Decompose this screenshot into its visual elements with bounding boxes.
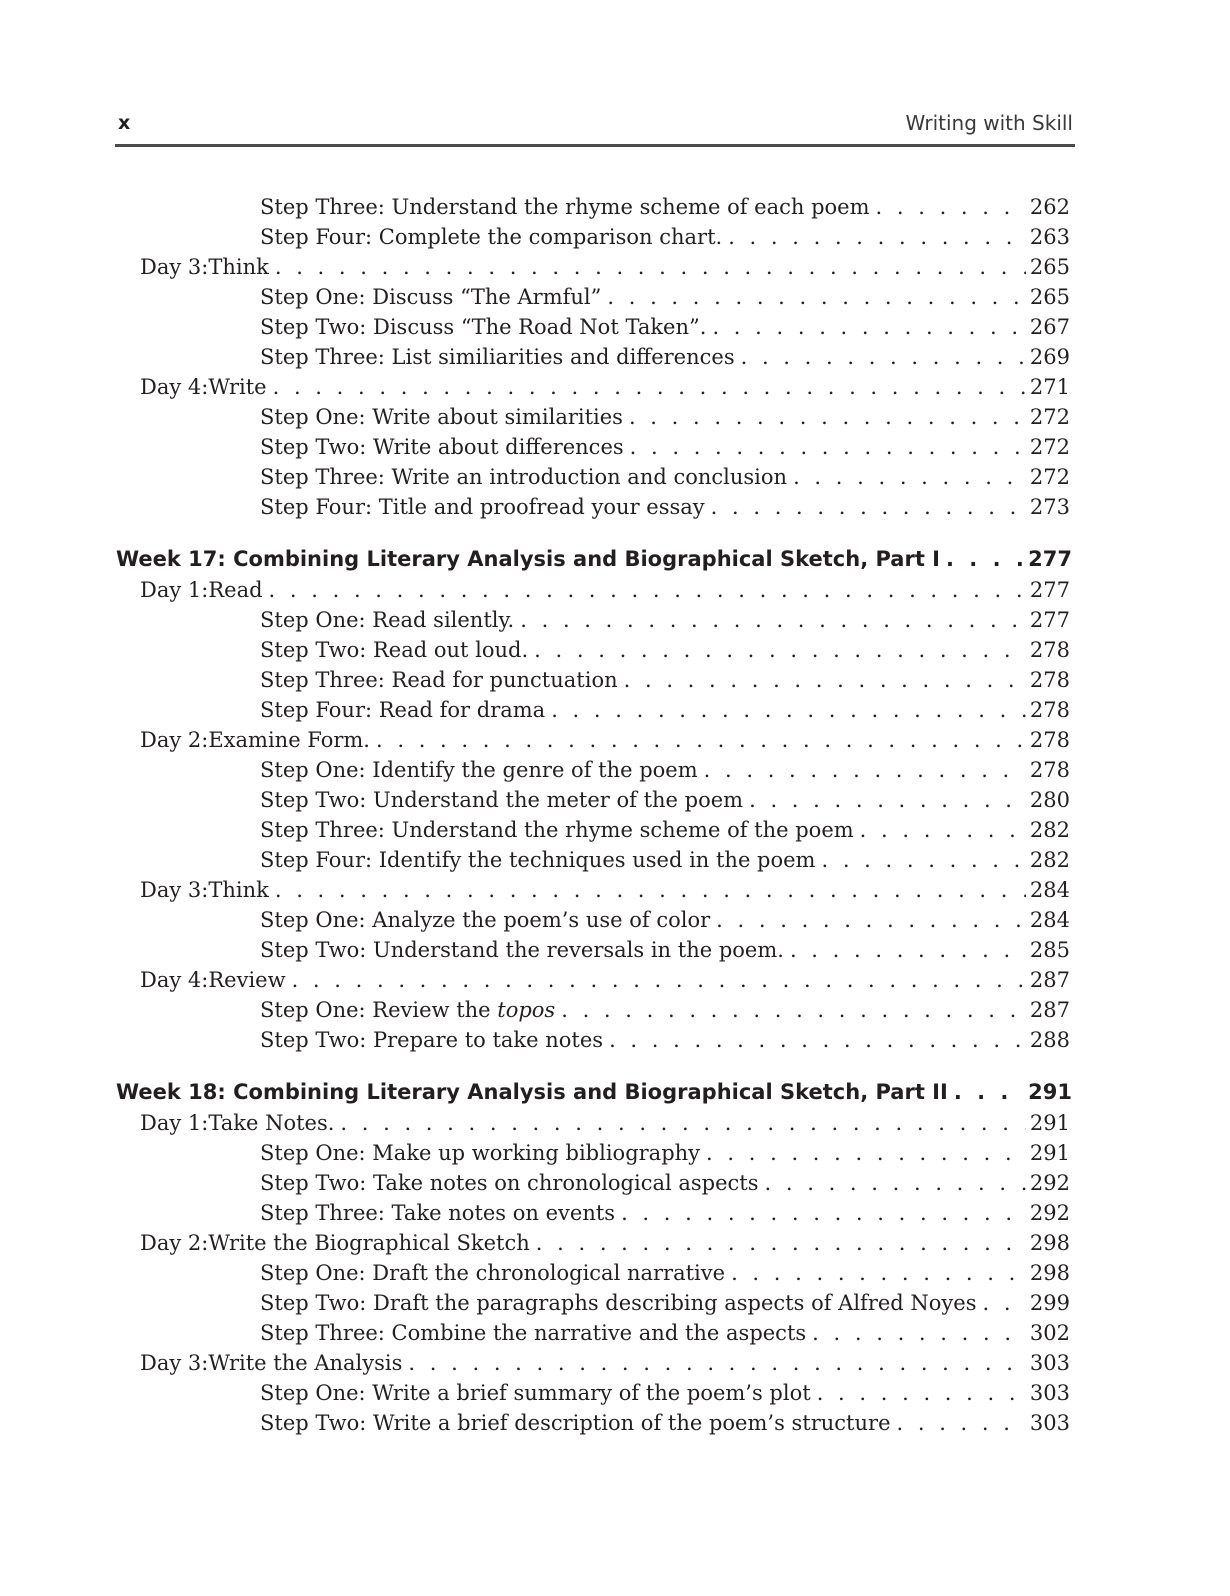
dot-leader: [534, 635, 1026, 665]
page-number: 278: [1029, 638, 1070, 662]
page-number: 298: [1029, 1231, 1070, 1255]
toc-step-entry[interactable]: Step Three: Read for punctuation . . . 278: [260, 665, 1070, 695]
page-number: 278: [1029, 668, 1070, 692]
page-number: 303: [1029, 1411, 1070, 1435]
page-number: 272: [1029, 465, 1070, 489]
toc-step-entry[interactable]: Step One: Identify the genre of the poem . . . 278: [260, 755, 1070, 785]
running-header: [115, 110, 1075, 147]
dot-leader: [275, 875, 1026, 905]
page-number: 285: [1029, 938, 1070, 962]
toc-step-entry[interactable]: Step Two: Take notes on chronological aspects . . . 292: [260, 1168, 1070, 1198]
page-number: 277: [1029, 578, 1070, 602]
page-number: 291: [1028, 1080, 1072, 1104]
page-number: 299: [1029, 1291, 1070, 1315]
toc-step-entry[interactable]: Step One: Draft the chronological narrative . . . 298: [260, 1258, 1070, 1288]
dot-leader: [273, 372, 1026, 402]
dot-leader: [376, 725, 1026, 755]
dot-leader: [793, 462, 1026, 492]
dot-leader: [340, 1108, 1026, 1138]
toc-step-entry[interactable]: Step Three: Understand the rhyme scheme of the poem . . . 282: [260, 815, 1070, 845]
dot-leader: [897, 1408, 1026, 1438]
toc-step-entry[interactable]: Step Two: Write about differences . . . 272: [260, 432, 1070, 462]
toc-step-entry[interactable]: Step One: Make up working bibliography . . . 291: [260, 1138, 1070, 1168]
toc-step-entry[interactable]: Step Four: Complete the comparison chart. . . . 263: [260, 222, 1070, 252]
toc-step-entry[interactable]: Step Three: Combine the narrative and the aspects . . . 302: [260, 1318, 1070, 1348]
toc-step-entry[interactable]: Step One: Read silently. . . . 277: [260, 605, 1070, 635]
page-folio: x: [118, 112, 131, 134]
dot-leader: [269, 575, 1026, 605]
dot-leader: [536, 1228, 1026, 1258]
page-number: 284: [1029, 878, 1070, 902]
page-number: 287: [1029, 968, 1070, 992]
dot-leader: [607, 282, 1026, 312]
page-number: 303: [1029, 1381, 1070, 1405]
dot-leader: [561, 995, 1026, 1025]
dot-leader: [983, 1288, 1026, 1318]
page-number: 282: [1029, 818, 1070, 842]
dot-leader: [790, 935, 1026, 965]
page-number: 262: [1029, 195, 1070, 219]
dot-leader: [731, 1258, 1026, 1288]
page-number: 280: [1029, 788, 1070, 812]
page-number: 287: [1029, 998, 1070, 1022]
toc-day-entry[interactable]: Day 3: Think . . . 265: [140, 252, 1070, 282]
toc-step-entry[interactable]: Step Three: List similiarities and differences . . . 269: [260, 342, 1070, 372]
dot-leader: [765, 1168, 1026, 1198]
dot-leader: [609, 1025, 1026, 1055]
toc-step-entry[interactable]: Step Two: Discuss “The Road Not Taken”. . . . 267: [260, 312, 1070, 342]
toc-day-entry[interactable]: Day 3: Think . . . 284: [140, 875, 1070, 905]
toc-step-entry[interactable]: Step One: Discuss “The Armful” . . . 265: [260, 282, 1070, 312]
dot-leader: [728, 222, 1026, 252]
page-number: 291: [1029, 1111, 1070, 1135]
page-number: 267: [1029, 315, 1070, 339]
dot-leader: [621, 1198, 1026, 1228]
toc-day-entry[interactable]: Day 3: Write the Analysis . . . 303: [140, 1348, 1070, 1378]
page-number: 269: [1029, 345, 1070, 369]
page-number: 303: [1029, 1351, 1070, 1375]
page-number: 278: [1029, 758, 1070, 782]
page-number: 278: [1029, 698, 1070, 722]
toc-day-entry[interactable]: Day 4: Write . . . 271: [140, 372, 1070, 402]
dot-leader: [520, 605, 1026, 635]
dot-leader: [954, 1077, 1024, 1107]
dot-leader: [551, 695, 1026, 725]
dot-leader: [812, 1318, 1026, 1348]
dot-leader: [275, 252, 1026, 282]
running-title: Writing with Skill: [905, 111, 1073, 135]
dot-leader: [817, 1378, 1026, 1408]
dot-leader: [630, 432, 1026, 462]
page-number: 284: [1029, 908, 1070, 932]
toc-step-entry[interactable]: Step One: Write about similarities . . . 272: [260, 402, 1070, 432]
dot-leader: [292, 965, 1026, 995]
page-number: 292: [1029, 1201, 1070, 1225]
page-number: 278: [1029, 728, 1070, 752]
dot-leader: [821, 845, 1025, 875]
dot-leader: [711, 492, 1026, 522]
toc-step-entry[interactable]: Step Three: Write an introduction and conclusion . . . 272: [260, 462, 1070, 492]
page-number: 292: [1029, 1171, 1070, 1195]
toc-day-entry[interactable]: Day 4: Review . . . 287: [140, 965, 1070, 995]
dot-leader: [408, 1348, 1025, 1378]
toc-day-entry[interactable]: Day 1: Take Notes. . . . 291: [140, 1108, 1070, 1138]
page-number: 288: [1029, 1028, 1070, 1052]
toc-step-entry[interactable]: Step Four: Title and proofread your essay . . . 273: [260, 492, 1070, 522]
toc-step-entry[interactable]: Step Two: Draft the paragraphs describing aspects of Alfred Noyes . . . 299: [260, 1288, 1070, 1318]
toc-step-entry[interactable]: Step Two: Read out loud. . . . 278: [260, 635, 1070, 665]
page-number: 272: [1029, 405, 1070, 429]
dot-leader: [629, 402, 1026, 432]
page-number: 302: [1029, 1321, 1070, 1345]
dot-leader: [712, 312, 1025, 342]
dot-leader: [876, 192, 1026, 222]
toc-week-heading[interactable]: Week 17: Combining Literary Analysis and Biographical Sketch, Part I . . . 277: [116, 544, 1072, 574]
page-number: 272: [1029, 435, 1070, 459]
toc-step-entry[interactable]: Step One: Analyze the poem’s use of color . . . 284: [260, 905, 1070, 935]
dot-leader: [749, 785, 1026, 815]
dot-leader: [741, 342, 1026, 372]
page-number: 273: [1029, 495, 1070, 519]
toc-step-entry[interactable]: Step Two: Understand the meter of the poem . . . 280: [260, 785, 1070, 815]
page-number: 265: [1029, 285, 1070, 309]
toc-step-entry[interactable]: Step Two: Prepare to take notes . . . 288: [260, 1025, 1070, 1055]
toc-step-entry[interactable]: Step One: Write a brief summary of the poem’s plot . . . 303: [260, 1378, 1070, 1408]
page-number: 263: [1029, 225, 1070, 249]
dot-leader: [624, 665, 1026, 695]
toc-step-entry[interactable]: Step Two: Understand the reversals in the poem. . . . 285: [260, 935, 1070, 965]
dot-leader: [706, 1138, 1026, 1168]
page-number: 271: [1029, 375, 1070, 399]
dot-leader: [946, 544, 1024, 574]
toc-step-entry[interactable]: Step One: Review the topos . . . 287: [260, 995, 1070, 1025]
dot-leader: [860, 815, 1026, 845]
page-number: 277: [1029, 608, 1070, 632]
page-number: 265: [1029, 255, 1070, 279]
toc-day-entry[interactable]: Day 1: Read . . . 277: [140, 575, 1070, 605]
page-number: 291: [1029, 1141, 1070, 1165]
page-number: 298: [1029, 1261, 1070, 1285]
dot-leader: [716, 905, 1026, 935]
toc-day-entry[interactable]: Day 2: Write the Biographical Sketch . . . 298: [140, 1228, 1070, 1258]
toc-step-entry[interactable]: Step Four: Identify the techniques used in the poem . . . 282: [260, 845, 1070, 875]
page-number: 282: [1029, 848, 1070, 872]
toc-step-entry[interactable]: Step Three: Understand the rhyme scheme of each poem . . . 262: [260, 192, 1070, 222]
toc-week-heading[interactable]: Week 18: Combining Literary Analysis and Biographical Sketch, Part II . . . 291: [116, 1077, 1072, 1107]
dot-leader: [704, 755, 1026, 785]
toc-step-entry[interactable]: Step Three: Take notes on events . . . 292: [260, 1198, 1070, 1228]
page-number: 277: [1028, 547, 1072, 571]
toc-step-entry[interactable]: Step Four: Read for drama . . . 278: [260, 695, 1070, 725]
toc-step-entry[interactable]: Step Two: Write a brief description of the poem’s structure . . . 303: [260, 1408, 1070, 1438]
toc-day-entry[interactable]: Day 2: Examine Form. . . . 278: [140, 725, 1070, 755]
